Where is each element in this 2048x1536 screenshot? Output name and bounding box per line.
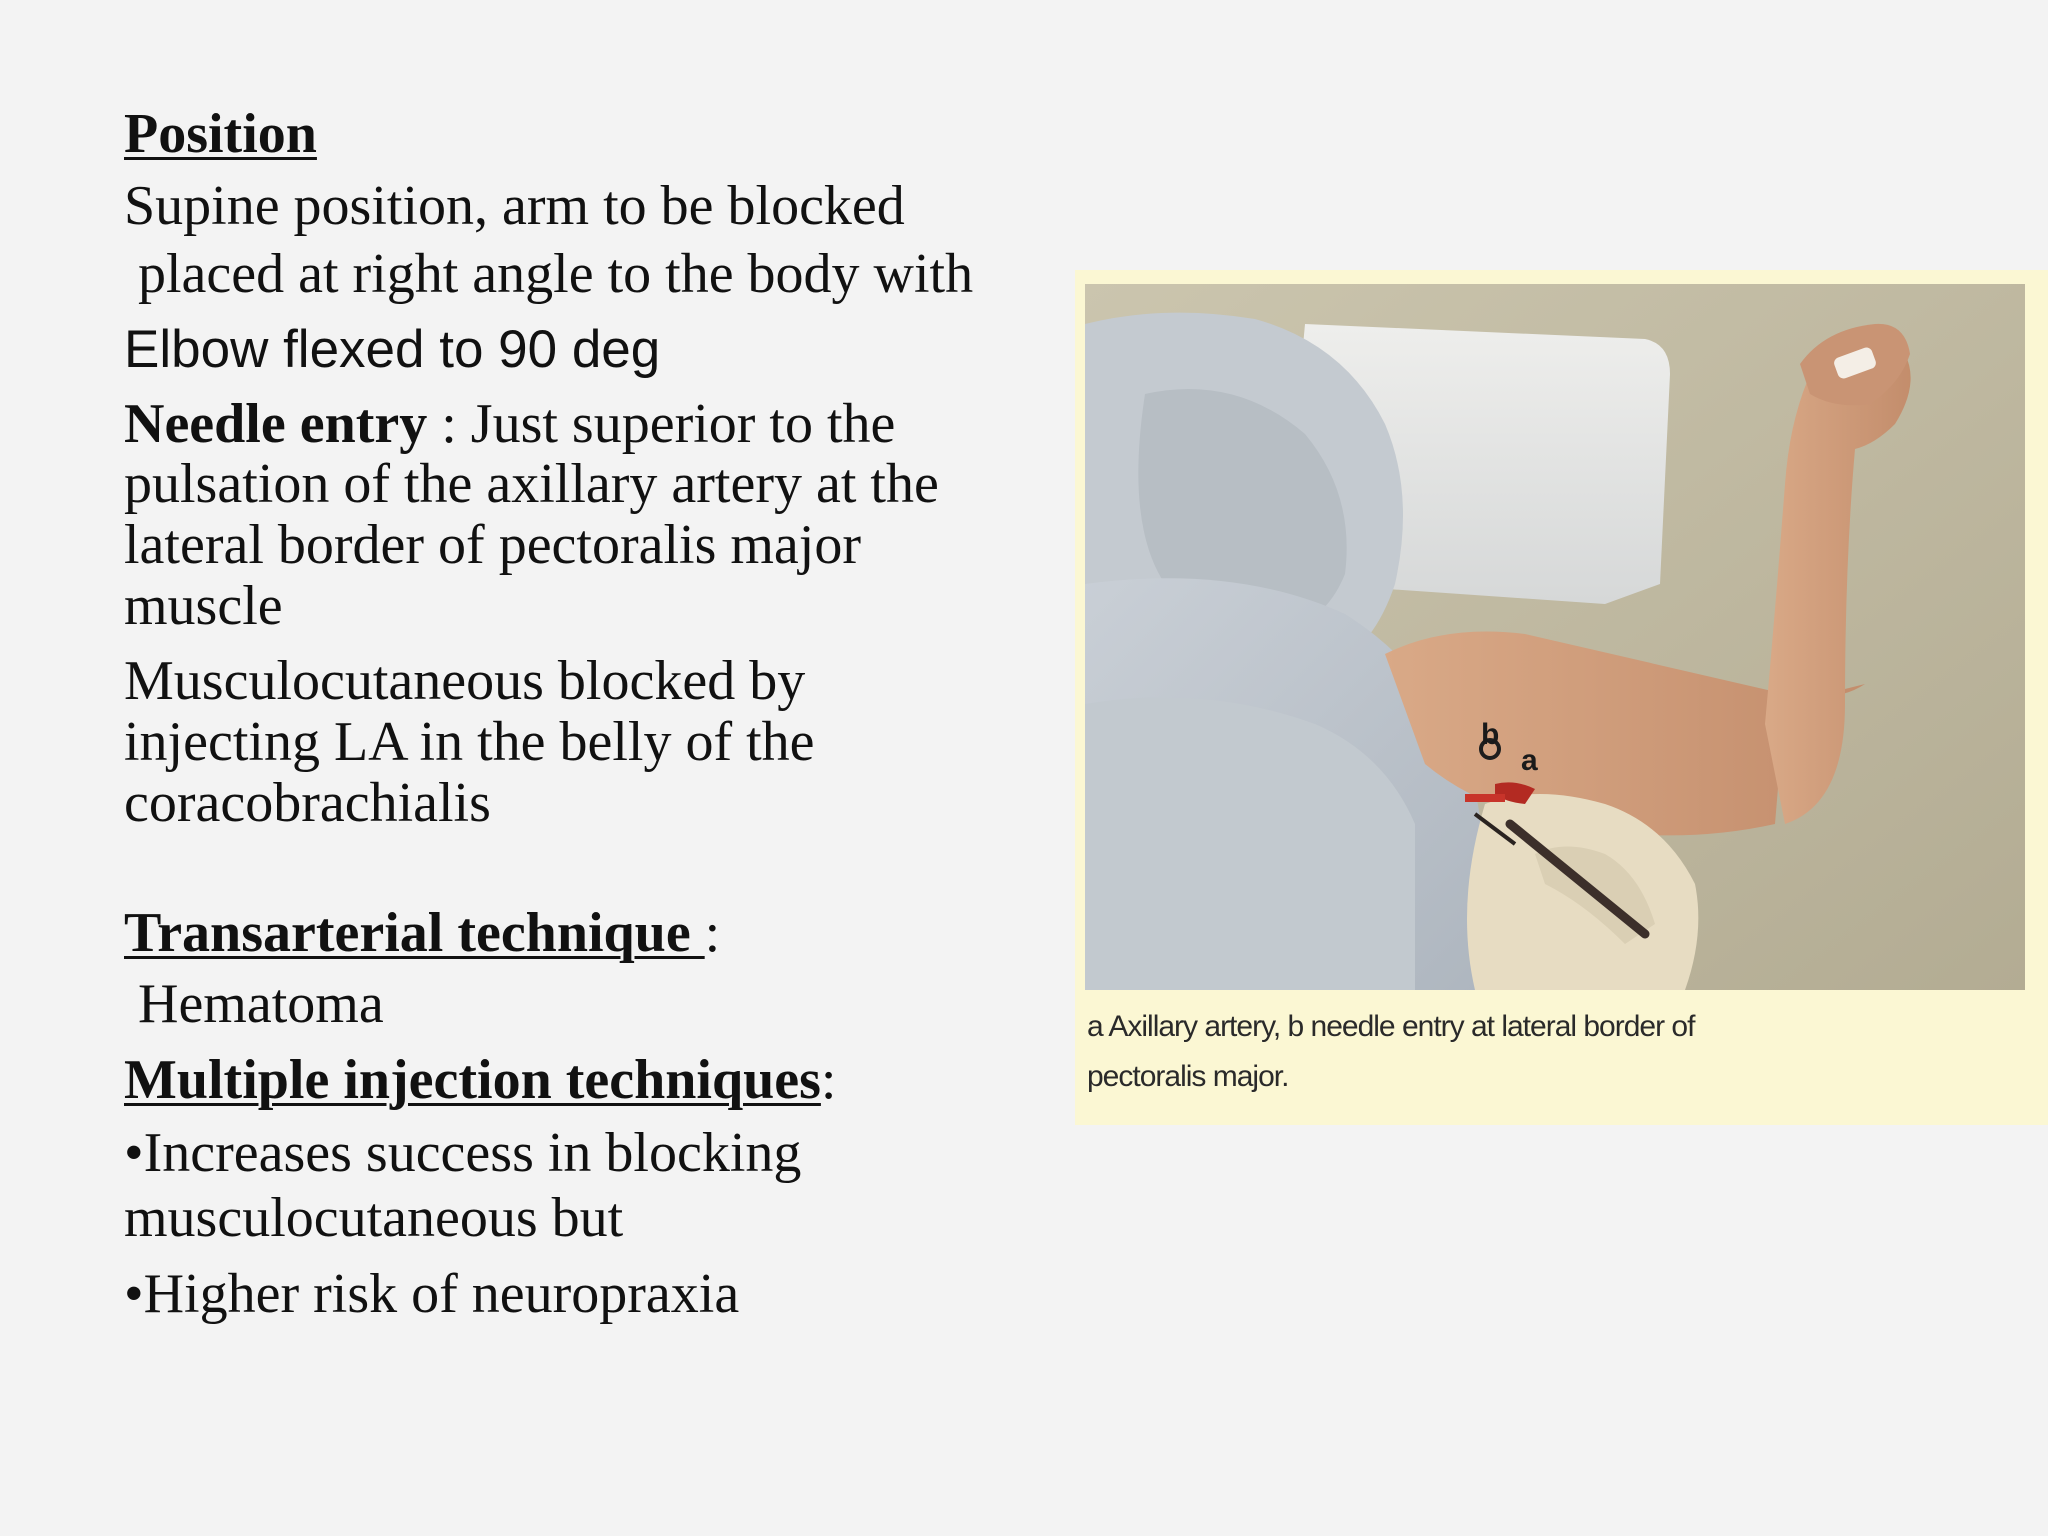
multiple-injection-line bbox=[124, 1042, 1084, 1118]
caption-line-2: pectoralis major. bbox=[1087, 1060, 1289, 1093]
transarterial-colon: : bbox=[704, 902, 721, 964]
musculocutaneous-line-1: Musculocutaneous blocked by bbox=[124, 650, 806, 712]
multiple-injection-colon: : bbox=[820, 1049, 837, 1111]
musculocutaneous-line-3: coracobrachialis bbox=[124, 772, 491, 834]
needle-entry-label: Needle entry bbox=[124, 393, 428, 455]
position-heading: Position bbox=[124, 103, 317, 165]
position-line-3: Elbow flexed to 90 deg bbox=[124, 320, 661, 379]
musculocutaneous-line-2: injecting LA in the belly of the bbox=[124, 711, 815, 773]
label-a: a bbox=[1521, 744, 1538, 777]
caption-line-1: a Axillary artery, b needle entry at lateral border of bbox=[1087, 1010, 1695, 1043]
position-line-2: placed at right angle to the body with bbox=[138, 243, 974, 305]
needle-entry-line-3: lateral border of pectoralis major bbox=[124, 514, 861, 576]
transarterial-line bbox=[124, 900, 1084, 966]
bullet-1-line-1: •Increases success in blocking bbox=[124, 1122, 802, 1184]
position-line-1: Supine position, arm to be blocked bbox=[124, 175, 905, 237]
needle-entry-text: : Just superior to the bbox=[427, 393, 896, 455]
photo-illustration bbox=[1085, 284, 2025, 990]
bullet-2: •Higher risk of neuropraxia bbox=[124, 1263, 740, 1325]
hematoma-text: Hematoma bbox=[138, 973, 384, 1035]
multiple-injection-heading: Multiple injection techniques bbox=[124, 1049, 821, 1111]
slide-text bbox=[124, 104, 1084, 1326]
figure-panel bbox=[1075, 270, 2048, 1125]
needle-entry-line-1 bbox=[124, 394, 1084, 454]
label-b: b bbox=[1481, 718, 1500, 751]
needle-entry-line-4: muscle bbox=[124, 575, 283, 637]
figure-caption bbox=[1087, 1002, 2017, 1102]
bullet-1-line-2: musculocutaneous but bbox=[124, 1187, 624, 1249]
needle-entry-line-2: pulsation of the axillary artery at the bbox=[124, 453, 939, 515]
clinical-photo bbox=[1085, 284, 2025, 990]
transarterial-heading: Transarterial technique bbox=[124, 902, 705, 964]
